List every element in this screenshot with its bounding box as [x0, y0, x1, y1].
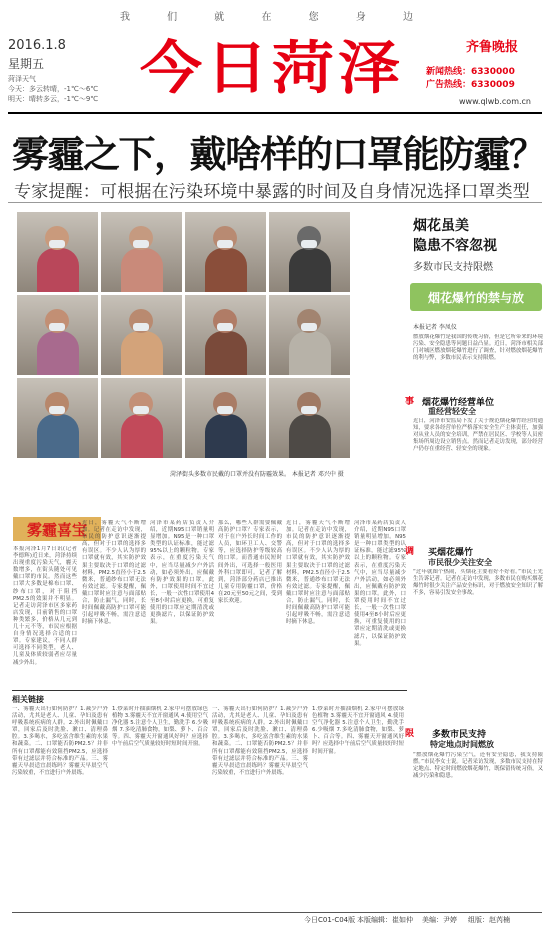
article-column: 本报菏泽1月7日讯(记者 李德辉)近日来，菏泽持续出现重度污染天气，霾天数增多，在街头随处可见戴口罩的市民。然而这些口罩大多数是棉布口罩、纱布口罩，对于阻挡PM2.5的效果并不明显。记者走访菏泽市区多家药店发现，目前销售的口罩种类繁多，价格从几元到几十元不等，市民应根据自身情况选择合适的口罩。专家建议，不同人群可选择不同类型，老人、儿童及体质较弱者应尽量减少外出。 [13, 546, 77, 666]
section-label: 雾霾喜宝 [13, 517, 101, 541]
main-subheadline: 专家提醒：可根据在污染环境中暴露的时间及自身情况选择口罩类型 [14, 182, 530, 202]
section-tag: 调 [405, 547, 415, 557]
sidebar-section-text: “过年就图个热闹，买烟花主要看好不好看。”市民王先生告诉记者。记者在走访中发现，多数市民在购买烟花爆竹时很少关注产品安全标识，对于燃放安全知识了解不多，容易引发安全事故。 [413, 569, 543, 597]
related-links-label: 相关链接 [12, 695, 44, 704]
photo-caption: 菏泽街头多数市民戴的口罩并没有防霾效果。 本报记者 邓兴中 摄 [170, 471, 344, 478]
section-heading: 买烟花爆竹 [428, 548, 474, 558]
sidebar-title-line: 隐患不容忽视 [413, 238, 497, 254]
photo-grid [17, 212, 353, 458]
sidebar-title [413, 216, 497, 256]
news-hotline: 新闻热线：6330000 [426, 67, 515, 77]
brand-name: 齐鲁晚报 [466, 40, 519, 55]
photo-masked-citizen [17, 295, 98, 375]
page-footer [12, 912, 542, 926]
section-subheading: 重经营轻安全 [428, 407, 476, 416]
article-column: 菏泽市某药店负责人介绍，近期N95口罩销量明显增加。N95是一种口罩类型的认证标准，能过滤95%以上的颗粒物。专家表示，在重度污染天气中，应当尽量减少户外活动，如必须外出，应佩戴有防护效果的口罩。此外，口罩使用时间不宜过长，一般一次性口罩使用4至8小时后应更换，可重复使用的口罩应定期清洗或更换滤片，以保证防护效果。 [150, 520, 214, 626]
photo-masked-citizen [101, 295, 182, 375]
related-divider [12, 690, 407, 691]
article-column: 近日，雾霾天气不断增加。记者在走访中发现，市民的防护意识逐渐提高，但对于口罩的选择多有误区。不少人认为厚的口罩就有效，其实防护效果主要取决于口罩的过滤材料。PM2.5直径小于2.5微米，普通纱布口罩无法有效过滤。专家提醒，佩戴口罩时应注意与面部贴合，防止漏气。同时，长时间佩戴高防护口罩可能引起呼吸不畅，需注意适时摘下休息。 [82, 520, 146, 626]
photo-masked-citizen [101, 212, 182, 292]
sidebar-section-text: 近日，菏泽市安监局下发了关于规范烟花爆竹经营的通知，要求各经营单位严格落实安全生产主体责任，加强对从业人员的安全培训，严禁在居民区、学校等人员密集场所周边设立销售点。然而记者走访发现，部分经营户仍存在重经营、轻安全的现象。 [413, 418, 543, 453]
photo-masked-citizen [269, 212, 350, 292]
footer-designer: 美编：尹婷 [422, 916, 457, 924]
sidebar-section-text: “燃放烟花爆竹污染空气，还有安全隐患，我支持限燃。”市民李女士说。记者采访发现，多数市民支持在特定地点、特定时间燃放烟花爆竹，既保留传统习俗，又减少污染和隐患。 [413, 752, 543, 780]
masthead-slogan: 我 们 就 在 您 身 边 [119, 12, 431, 23]
section-subheading: 市民很少关注安全 [428, 558, 492, 567]
footer-editor: 本版编辑：崔如仲 [357, 916, 413, 924]
fireworks-banner: 烟花爆竹的禁与放 [410, 283, 542, 311]
photo-masked-citizen [269, 378, 350, 458]
section-subheading: 特定地点时间燃放 [430, 740, 494, 749]
sidebar-intro: 燃放烟花爆竹是我国的传统习俗，但是它所带来的环境污染、安全隐患等问题日益凸显。近日，菏泽市相关部门对城区燃放烟花爆竹进行了调查，针对燃放烟花爆竹的利与弊，多数市民表示支持限燃。 [413, 334, 543, 362]
photo-masked-citizen [17, 212, 98, 292]
section-heading: 多数市民支持 [432, 730, 487, 740]
weather-line: 明天：晴转多云，-1℃～9℃ [8, 95, 99, 103]
section-heading: 烟花爆竹经营单位 [422, 398, 495, 408]
related-column: 一、雾霾天出行如何防护？1.减少户外活动，尤其是老人、儿童、孕妇及患有呼吸系统疾病的人群。2.外出时佩戴口罩，回家后及时洗脸、漱口、清理鼻腔。3.多喝水，多吃富含维生素的水果和蔬菜。二、口罩能否防PM2.5？并非所有口罩都能有效阻挡PM2.5，应选择带有过滤层并符合标准的产品。三、雾霾天早晨适宜晨练吗？雾霾天早晨空气污染较重，不宜进行户外晨练。 [12, 706, 108, 776]
masthead-divider [8, 112, 542, 114]
related-column: 一、雾霾天出行如何防护？1.减少户外活动，尤其是老人、儿童、孕妇及患有呼吸系统疾病的人群。2.外出时佩戴口罩，回家后及时洗脸、漱口、清理鼻腔。3.多喝水，多吃富含维生素的水果和蔬菜。二、口罩能否防PM2.5？并非所有口罩都能有效阻挡PM2.5，应选择带有过滤层并符合标准的产品。三、雾霾天早晨适宜晨练吗？雾霾天早晨空气污染较重，不宜进行户外晨练。 [212, 706, 308, 776]
article-column: 那么，哪些人群需要佩戴高防护口罩？专家表示，对于在户外长时间工作的人员，如环卫工人、交警等，应选择防护等级较高的口罩。而普通市民短时间外出，可选择一般医用外科口罩即可。记者了解到，菏泽部分药店已推出儿童专用防霾口罩，价格在20元至50元之间，受到家长欢迎。 [218, 520, 282, 605]
headline-divider [8, 202, 542, 203]
footer-proofreader: 组版：赵芮楠 [468, 916, 510, 924]
sidebar-subtitle: 多数市民支持限燃 [413, 262, 493, 273]
section-tag: 限 [405, 729, 415, 739]
main-headline: 雾霾之下，戴啥样的口罩能防霾？ [12, 133, 545, 176]
article-column: 菏泽市某药店负责人介绍，近期N95口罩销量明显增加。N95是一种口罩类型的认证标准，能过滤95%以上的颗粒物。专家表示，在重度污染天气中，应当尽量减少户外活动，如必须外出，应佩戴有防护效果的口罩。此外，口罩使用时间不宜过长，一般一次性口罩使用4至8小时后应更换，可重复使用的口罩应定期清洗或更换滤片，以保证防护效果。 [354, 520, 406, 647]
photo-masked-citizen [185, 378, 266, 458]
weather-info [8, 74, 98, 104]
ad-hotline: 广告热线：6330009 [426, 80, 515, 90]
photo-masked-citizen [185, 212, 266, 292]
newspaper-title: 今日菏泽 [140, 33, 405, 102]
photo-masked-citizen [185, 295, 266, 375]
weather-line: 菏泽天气 [8, 75, 36, 83]
weather-line: 今天：多云转晴，-1℃～6℃ [8, 85, 99, 93]
website: www.qlwb.com.cn [459, 97, 531, 106]
footer-page: 今日C01-C04版 [304, 916, 356, 924]
issue-weekday: 星期五 [8, 57, 45, 71]
article-column: 近日，雾霾天气不断增加。记者在走访中发现，市民的防护意识逐渐提高，但对于口罩的选择多有误区。不少人认为厚的口罩就有效，其实防护效果主要取决于口罩的过滤材料。PM2.5直径小于2.5微米，普通纱布口罩无法有效过滤。专家提醒，佩戴口罩时应注意与面部贴合，防止漏气。同时，长时间佩戴高防护口罩可能引起呼吸不畅，需注意适时摘下休息。 [286, 520, 350, 626]
issue-date: 2016.1.8 [8, 38, 66, 53]
related-column: 1.炒菜时开抽油烟机 2.家中可摆放绿色植物 3.雾霾天不宜开窗通风 4.使用空气净化器 5.注意个人卫生，勤洗手 6.少吸烟 7.多吃清肺食物，如梨、萝卜、百合等。四、雾霾天开窗通风好吗？应选择中午前后空气质量较好时短时间开窗。 [112, 706, 208, 748]
sidebar-reporter: 本报记者 李凤仪 [413, 324, 457, 331]
photo-masked-citizen [17, 378, 98, 458]
sidebar-title-line: 烟花虽美 [413, 218, 469, 234]
related-column: 1.炒菜时开抽油烟机 2.家中可摆放绿色植物 3.雾霾天不宜开窗通风 4.使用空气净化器 5.注意个人卫生，勤洗手 6.少吸烟 7.多吃清肺食物，如梨、萝卜、百合等。四、雾霾天开窗通风好吗？应选择中午前后空气质量较好时短时间开窗。 [312, 706, 404, 755]
photo-masked-citizen [101, 378, 182, 458]
photo-masked-citizen [269, 295, 350, 375]
section-tag: 事 [405, 397, 415, 407]
